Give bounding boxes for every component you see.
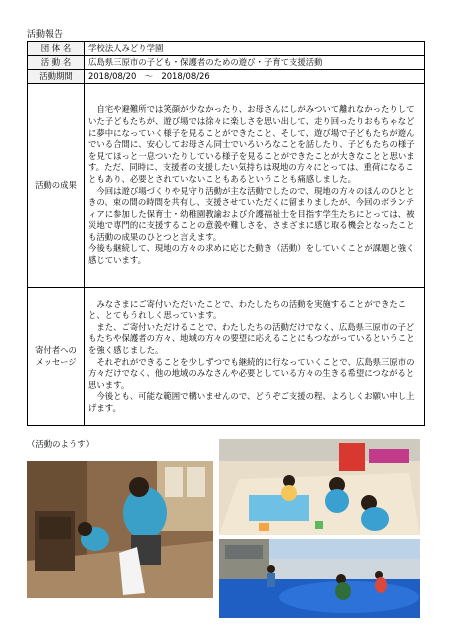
message-row (28, 288, 425, 426)
photos-heading: （活動のようす） (27, 439, 94, 449)
results-row (28, 84, 425, 288)
activity-row (28, 56, 425, 70)
period-value: 2018/08/20 ～ 2018/08/26 (85, 70, 425, 84)
activity-value: 広島県三原市の子ども・保護者のための遊び・子育て支援活動 (85, 56, 425, 70)
page-heading: 活動報告 (27, 30, 64, 40)
message-label (28, 288, 85, 426)
results-paragraph: 今後も継続して、現地の方々の求めに応じた動き（活動）をしていくことが課題と強く感じています。 (88, 243, 415, 266)
org-row (28, 42, 425, 56)
activity-label: 活 動 名 (28, 56, 85, 70)
results-text (85, 84, 425, 288)
results-paragraph: 今回は遊び場づくりや見守り活動が主な活動でしたので、現地の方々のほんのひとときの、束の間の時間を共有し、支援させていただくに留まりましたが、今回のボランティアに参加した保育士・幼稚園教諭および介護福祉士を目指す学生たちにとっては、被災地で専門的に支援することの意義や難しさを、さまざまに感じ取る機会となったことも活動の成果のひとつと言えます。 (88, 185, 415, 242)
report-table (27, 41, 425, 426)
message-label-line: メッセージ (35, 356, 77, 367)
message-label-line: 寄付者への (35, 344, 77, 355)
playroom-photo (219, 439, 420, 535)
results-label: 活動の成果 (28, 84, 85, 288)
message-text (85, 288, 425, 426)
results-paragraph: 自宅や避難所では笑顔が少なかったり、お母さんにしがみついて離れなかったりしていた子どもたちが、遊び場では徐々に楽しさを思い出して、走り回ったりおもちゃなどに夢中になっていく様子を見ることができたこと、そして、遊び場で子どもたちが遊んでいる合間に、安心してお母さん同士でいろいろなことを話したり、子どもたちの様子を見てほっと一息ついたりしている様子を見ることができたことが大きなことと思います。ただ、同時に、支援者の支援したい気持ちは現地の方々にとっては、重荷になることもあり、必要とされていないこともあるということも痛感しました。 (88, 104, 415, 184)
org-value: 学校法人みどり学園 (85, 42, 425, 56)
period-label: 活動期間 (28, 70, 85, 84)
cleanup-photo (27, 461, 213, 598)
message-paragraph: それぞれができることを少しずつでも継続的に行なっていくことで、広島県三原市の方々だけでなく、他の地域のみなさんや必要としている方々の生きる希望につながると思います。 (88, 356, 415, 390)
org-label: 団 体 名 (28, 42, 85, 56)
pool-photo (219, 539, 420, 618)
period-row (28, 70, 425, 84)
message-paragraph: 今後とも、可能な範囲で構いませんので、どうぞご支援の程、よろしくお願い申し上げます。 (88, 391, 415, 413)
message-paragraph: また、ご寄付いただけることで、わたしたちの活動だけでなく、広島県三原市の子どもたちや保護者の方々、地域の方々の要望に応えることにもつながっているということを強く感じました。 (88, 321, 415, 355)
message-paragraph: みなさまにご寄付いただいたことで、わたしたちの活動を実施することができたこと、とてもうれしく思っています。 (88, 298, 407, 321)
